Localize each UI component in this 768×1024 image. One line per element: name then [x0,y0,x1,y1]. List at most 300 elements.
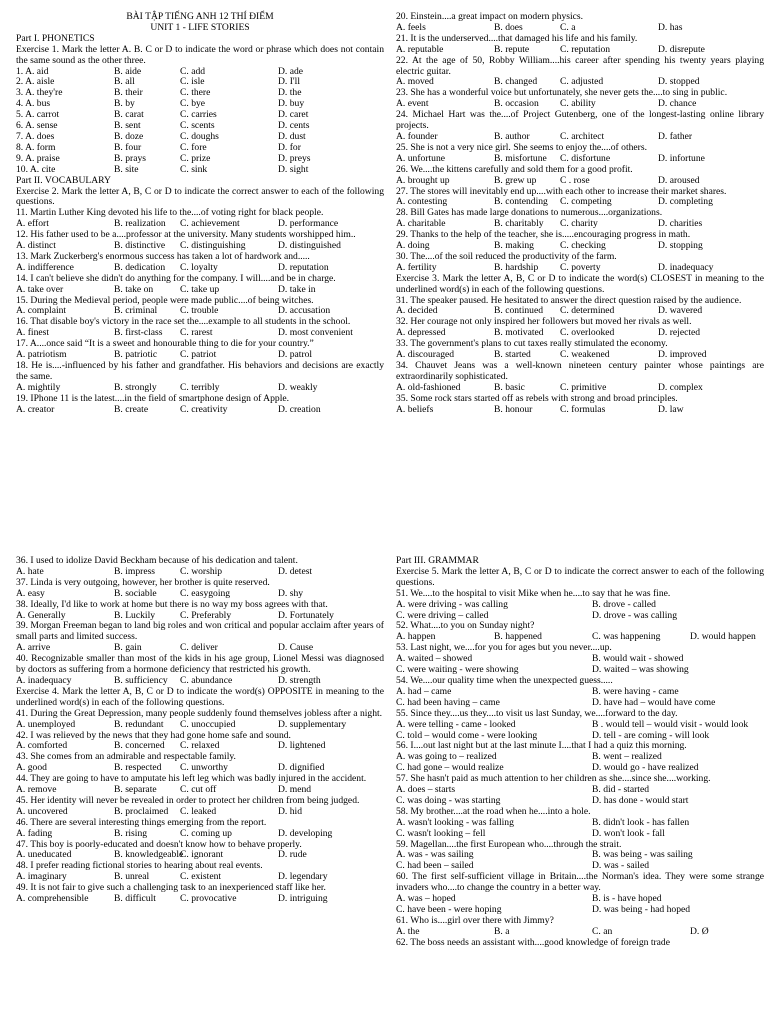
options-row [396,785,764,807]
option: D. infortune [658,152,705,164]
option: D. sight [278,163,309,175]
option: C. prize [180,152,211,164]
option: A. moved [396,76,434,88]
question-stem: 24. Michael Hart was the....of Project Gutenberg, one of the longest-lasting online library projects. [396,109,764,132]
question-stem: 29. Thanks to the help of the teacher, she is.....encouraging progress in math. [396,229,691,241]
option: A. contesting [396,196,448,208]
option: C. weakened [560,349,610,361]
option: A. were telling - came - looked [396,718,516,730]
question-stem: 57. She hasn't paid as much attention to her children as she....since she....working. [396,773,711,785]
questions-41-49 [16,709,384,905]
option: B. difficult [114,893,156,905]
option: C. were waiting - were showing [396,664,519,676]
option: B. author [494,130,530,142]
option: B. knowledgeable [114,849,184,861]
option: C. ignorant [180,849,224,861]
option: A. had – came [396,685,452,697]
questions-51-62 [396,589,764,949]
option: 7. A. does [16,130,55,142]
option: B. their [114,87,143,99]
option: D. hid [278,805,302,817]
exercise5-instruction: Exercise 5. Mark the letter A, B, C or D to indicate the correct answer to each of the following questions. [396,565,764,588]
option: B. criminal [114,305,158,317]
option: A. does – starts [396,784,456,796]
option: B. changed [494,76,538,88]
option: C. worship [180,565,223,577]
question-stem: 28. Bill Gates has made large donations to numerous....organizations. [396,207,663,219]
option: D. intriguing [278,893,328,905]
option: C. were driving – called [396,609,489,621]
options-row [396,818,764,840]
option: D. waited – was showing [592,664,689,676]
option: D. Ø [690,925,709,937]
option: A. imaginary [16,871,67,883]
part3-heading: Part III. GRAMMAR [396,555,479,566]
question-stem: 47. This boy is poorly-educated and doesn't know how to behave properly. [16,838,302,850]
question-stem: 36. I used to idolize David Beckham because of his dedication and talent. [16,555,298,566]
option: B. continued [494,305,544,317]
options-row [396,176,764,187]
option: C. creativity [180,403,228,415]
option: C. Preferably [180,609,232,621]
question-stem: 51. We....to the hospital to visit Mike when he....to say that he was fine. [396,587,671,599]
option: A. founder [396,130,438,142]
option: B. strongly [114,381,157,393]
option: A. feels [396,21,426,33]
question-stem: 62. The boss needs an assistant with....good knowledge of foreign trade [396,936,670,948]
option: C. cut off [180,784,217,796]
option: D. drove - was calling [592,609,677,621]
option: A. brought up [396,174,450,186]
options-row [16,720,384,731]
option: B. sufficiency [114,674,168,686]
option: B. misfortune [494,152,547,164]
option: D. detest [278,565,313,577]
option: D. inadequacy [658,261,714,273]
question-stem: 40. Recognizable smaller than most of the kids in his age group, Lionel Messi was diagnosed by doctors as suffering from a hormone deficiency that restricted his growth. [16,653,384,676]
option: C. reputation [560,43,611,55]
question-stem: 59. Magellan....the first European who....through the strait. [396,838,622,850]
option: D. weakly [278,381,318,393]
option: C. existent [180,871,222,883]
question-stem: 18. He is....-influenced by his father and grandfather. His behaviors and decisions are exactly the same. [16,360,384,382]
option: C. determined [560,305,615,317]
option: C. primitive [560,381,607,393]
option: B. respected [114,762,162,774]
question-stem: 21. It is the underserved....that damaged his life and his family. [396,32,638,44]
question-stem: 34. Chauvet Jeans was a well-known nineteen century painter whose paintings are extraordinarily sophisticated. [396,360,764,382]
option: D. wavered [658,305,703,317]
option: C. take up [180,283,220,295]
option: B. first-class [114,327,163,339]
question-stem: 58. My brother....at the road when he....into a hole. [396,805,591,817]
option: B. four [114,141,142,153]
top-right-column [396,12,764,416]
document-title: BÀI TẬP TIẾNG ANH 12 THÍ ĐIỂM [126,11,274,22]
option: D. take in [278,283,316,295]
option: C. scents [180,120,215,132]
option: D. disrepute [658,43,705,55]
option: A. mightily [16,381,61,393]
option: D. father [658,130,693,142]
option: B. doze [114,130,144,142]
phonetics-list [16,67,384,176]
option: A. easy [16,587,45,599]
option: B. were having - came [592,685,679,697]
option: D. aroused [658,174,700,186]
option: D. legendary [278,871,328,883]
option: A. fertility [396,261,437,273]
question-stem: 39. Morgan Freeman began to land big roles and won critical and popular acclaim after years of small parts and limited success. [16,620,384,643]
option: 10. A. cite [16,163,56,175]
option: D. performance [278,218,339,230]
option: B. did - started [592,784,650,796]
question-stem: 49. It is not fair to give such a challenging task to an inexperienced staff like her. [16,882,326,894]
option: D. was - sailed [592,860,650,872]
option: B. would wait - showed [592,653,684,665]
option: B. sociable [114,587,157,599]
option: C. ability [560,98,596,110]
question-stem: 33. The government's plans to cut taxes really stimulated the economy. [396,338,668,350]
option: D. tell - are coming - will look [592,729,710,741]
option: B. repute [494,43,530,55]
option: B. grew up [494,174,537,186]
option: A. discouraged [396,349,455,361]
option: C. overlooked [560,327,615,339]
question-stem: 16. That disable boy's victory in the race set the....example to all students in the school. [16,316,351,328]
option: A. was – hoped [396,893,456,905]
option: D. patrol [278,349,313,361]
option: C. trouble [180,305,219,317]
options-row [396,45,764,56]
option: B. occasion [494,98,539,110]
unit-title: UNIT 1 - LIFE STORIES [150,21,250,33]
option: B. site [114,163,139,175]
option: A. depressed [396,327,446,339]
option: D. developing [278,827,333,839]
option: A. comforted [16,740,68,752]
option: D. law [658,403,684,415]
bottom-right-column [396,556,764,949]
option: C. rarest [180,327,213,339]
option: D. accusation [278,305,331,317]
option: D. cents [278,120,310,132]
option: D. strength [278,674,321,686]
option: D. buy [278,98,305,110]
part2-heading: Part II. VOCABULARY [16,174,111,186]
option: B. aide [114,65,142,77]
option: B. separate [114,784,157,796]
option: A. complaint [16,305,67,317]
option: C. had gone – would realize [396,762,504,774]
options-row [16,894,384,905]
option: B. dedication [114,261,166,273]
option: A. fading [16,827,53,839]
question-stem: 45. Her identity will never be revealed in order to protect her children from being judged. [16,794,360,806]
question-stem: 43. She comes from an admirable and respectable family. [16,751,236,763]
option: A. was going to – realized [396,751,497,763]
option: A. inadequacy [16,674,72,686]
question-stem: 23. She has a wonderful voice but unfortunately, she never gets the....to sing in public. [396,87,728,99]
option: B. proclaimed [114,805,169,817]
question-stem: 48. I prefer reading fictional stories to hearing about real events. [16,860,263,872]
option: D. the [278,87,302,99]
options-row [16,405,384,416]
option: B. gain [114,642,142,654]
option: D. I'll [278,76,300,88]
option: D. rude [278,849,307,861]
option: C. had been having – came [396,696,500,708]
option: B. basic [494,381,525,393]
option: D. rejected [658,327,701,339]
question-stem: 19. IPhone 11 is the latest....in the field of smartphone design of Apple. [16,392,290,404]
option: C. relaxed [180,740,220,752]
question-stem: 61. Who is....girl over there with Jimmy? [396,914,554,926]
question-stem: 22. At the age of 50, Robby William....his career after spending his twenty years playing electric guitar. [396,54,764,77]
option: A. decided [396,305,438,317]
question-stem: 35. Some rock stars started off as rebels with strong and broad principles. [396,392,678,404]
option: C. patriot [180,349,217,361]
option: B. motivated [494,327,544,339]
option: D. for [278,141,301,153]
option: C. wasn't looking – fell [396,827,486,839]
option: D. would go - have realized [592,762,699,774]
phonetics-row [16,165,384,176]
option: B. carat [114,109,144,121]
option: A. finest [16,327,50,339]
questions-36-40 [16,556,384,687]
option: A. the [396,925,420,937]
option: B. prays [114,152,146,164]
option: D. chance [658,98,697,110]
option: C. there [180,87,211,99]
option: A. effort [16,218,49,230]
option: A. charitable [396,218,446,230]
option: A. arrive [16,642,51,654]
option: D. Cause [278,642,314,654]
option: 3. A. they're [16,87,63,99]
options-row [16,589,384,600]
option: B. unreal [114,871,150,883]
option: D. reputation [278,261,329,273]
option: D. stopped [658,76,700,88]
option: A. doing [396,240,430,252]
option: B. went – realized [592,751,662,763]
options-row [16,285,384,296]
question-stem: 12. His father used to be a....professor at the university. Many students worshipped him.. [16,229,356,241]
option: C. deliver [180,642,218,654]
options-row [396,850,764,872]
options-row [396,600,764,622]
question-stem: 11. Martin Luther King devoted his life to the....of voting right for black people. [16,207,324,219]
option: B. create [114,403,149,415]
option: C. checking [560,240,606,252]
question-stem: 46. There are several interesting things emerging from the report. [16,816,267,828]
option: C. had been – sailed [396,860,474,872]
question-stem: 14. I can't believe she didn't do anything for the company. I will....and be in charge. [16,272,336,284]
question-stem: 17. A....once said “It is a sweet and honourable thing to die for your country.” [16,338,314,350]
option: 5. A. carrot [16,109,60,121]
option: A. happen [396,631,436,643]
option: D. dust [278,130,306,142]
option: B. hardship [494,261,539,273]
option: A. was - was sailing [396,849,474,861]
option: C. was doing - was starting [396,794,501,806]
option: D. stopping [658,240,703,252]
option: D. won't look - fall [592,827,665,839]
option: B. didn't look - has fallen [592,816,690,828]
option: B. making [494,240,534,252]
question-stem: 41. During the Great Depression, many people suddenly found themselves jobless after a night. [16,707,383,719]
option: C. easygoing [180,587,231,599]
option: D. shy [278,587,304,599]
option: C. charity [560,218,598,230]
option: C. fore [180,141,207,153]
option: B. impress [114,565,156,577]
option: D. lightened [278,740,326,752]
option: A. were driving - was calling [396,598,508,610]
option: D. dignified [278,762,325,774]
option: A. uneducated [16,849,72,861]
option: C. an [592,925,613,937]
option: B. happened [494,631,542,643]
option: B. patriotic [114,349,158,361]
question-stem: 30. The....of the soil reduced the productivity of the farm. [396,250,617,262]
option: B. sent [114,120,141,132]
question-stem: 55. Since they....us they....to visit us last Sunday, we....forward to the day. [396,707,678,719]
option: B. by [114,98,135,110]
option: C. doughs [180,130,219,142]
question-stem: 60. The first self-sufficient village in Britain....the Norman's idea. They were some strange invaders who....to change the country in a better way. [396,871,764,894]
option: C. isle [180,76,205,88]
option: B. take on [114,283,154,295]
questions-20-30 [396,12,764,274]
option: B. charitably [494,218,544,230]
option: C. have been - were hoping [396,904,502,915]
option: B. started [494,349,531,361]
question-stem: 44. They are going to have to amputate his left leg which was badly injured in the accident. [16,773,367,785]
questions-11-19 [16,208,384,415]
option: C. abundance [180,674,233,686]
option: C. unworthy [180,762,228,774]
question-stem: 52. What....to you on Sunday night? [396,620,535,632]
option: D. Fortunately [278,609,334,621]
option: A. good [16,762,47,774]
option: A. unfortune [396,152,446,164]
option: B. realization [114,218,166,230]
top-left-column [16,12,384,416]
option: 9. A. praise [16,152,60,164]
question-stem: 56. I....out last night but at the last minute I....that I had a quiz this morning. [396,740,687,752]
option: D. creation [278,403,321,415]
option: A. indifference [16,261,74,273]
option: B. contending [494,196,548,208]
option: C. leaked [180,805,217,817]
option: B. honour [494,403,533,415]
option: D. improved [658,349,707,361]
options-row [396,654,764,676]
option: D. charities [658,218,703,230]
question-stem: 38. Ideally, I'd like to work at home but there is no way my boss agrees with that. [16,598,328,610]
option: D. has [658,21,683,33]
option: C. told – would come - were looking [396,729,538,741]
option: A. beliefs [396,403,434,415]
question-stem: 26. We....the kittens carefully and sold them for a good profit. [396,163,633,175]
option: C. carries [180,109,217,121]
option: B. does [494,21,523,33]
option: A. hate [16,565,44,577]
option: B . would tell – would visit - would look [592,718,749,730]
option: A. wasn't looking - was falling [396,816,514,828]
exercise4-instruction: Exercise 4. Mark the letter A, B, C or D to indicate the word(s) OPPOSITE in meaning to the underlined word(s) in each of the following questions. [16,685,384,708]
part1-heading: Part I. PHONETICS [16,32,95,44]
option: D. have had – would have come [592,696,716,708]
option: C. was happening [592,631,661,643]
option: C. achievement [180,218,240,230]
option: A. old-fashioned [396,381,461,393]
option: 1. A. aid [16,65,49,77]
question-stem: 13. Mark Zuckerberg's enormous success has taken a lot of hardwork and..... [16,250,310,262]
option: C. distinguishing [180,240,246,252]
question-stem: 15. During the Medieval period, people were made public....of being witches. [16,294,314,306]
option: C. formulas [560,403,606,415]
option: B. Luckily [114,609,156,621]
option: C. bye [180,98,206,110]
question-stem: 27. The stores will inevitably end up....with each other to increase their market shares. [396,185,727,197]
option: D. has done - would start [592,794,689,806]
option: 8. A. form [16,141,56,153]
option: A. patriotism [16,349,67,361]
option: A. remove [16,784,57,796]
option: C. disfortune [560,152,611,164]
option: D. ade [278,65,304,77]
option: A. reputable [396,43,444,55]
option: 4. A. bus [16,98,51,110]
options-row [396,752,764,774]
option: B. redundant [114,718,164,730]
question-stem: 37. Linda is very outgoing, however, her brother is quite reserved. [16,576,270,588]
option: C. loyalty [180,261,218,273]
option: C. competing [560,196,612,208]
questions-31-35 [396,296,764,416]
option: C. terribly [180,381,220,393]
option: B. a [494,925,510,937]
question-stem: 31. The speaker paused. He hesitated to answer the direct question raised by the audience. [396,294,742,306]
option: A. distinct [16,240,56,252]
option: C. architect [560,130,605,142]
option: B. was being - was sailing [592,849,693,861]
question-stem: 54. We....our quality time when the unexpected guess..... [396,674,613,686]
options-row [396,405,764,416]
option: C. adjusted [560,76,604,88]
question-stem: 20. Einstein....a great impact on modern physics. [396,11,584,22]
option: 6. A. sense [16,120,58,132]
question-stem: 25. She is not a very nice girl. She seems to enjoy the....of others. [396,141,647,153]
option: A. uncovered [16,805,68,817]
option: A. comprehensible [16,893,89,905]
option: D. would happen [690,631,756,643]
option: B. is - have hoped [592,893,662,905]
option: D. completing [658,196,713,208]
option: D. preys [278,152,311,164]
option: B. drove - called [592,598,656,610]
question-stem: 42. I was relieved by the news that they had gone home safe and sound. [16,729,291,741]
option: C. provocative [180,893,237,905]
option: D. mend [278,784,312,796]
option: A. Generally [16,609,66,621]
option: B. concerned [114,740,165,752]
option: A. event [396,98,429,110]
